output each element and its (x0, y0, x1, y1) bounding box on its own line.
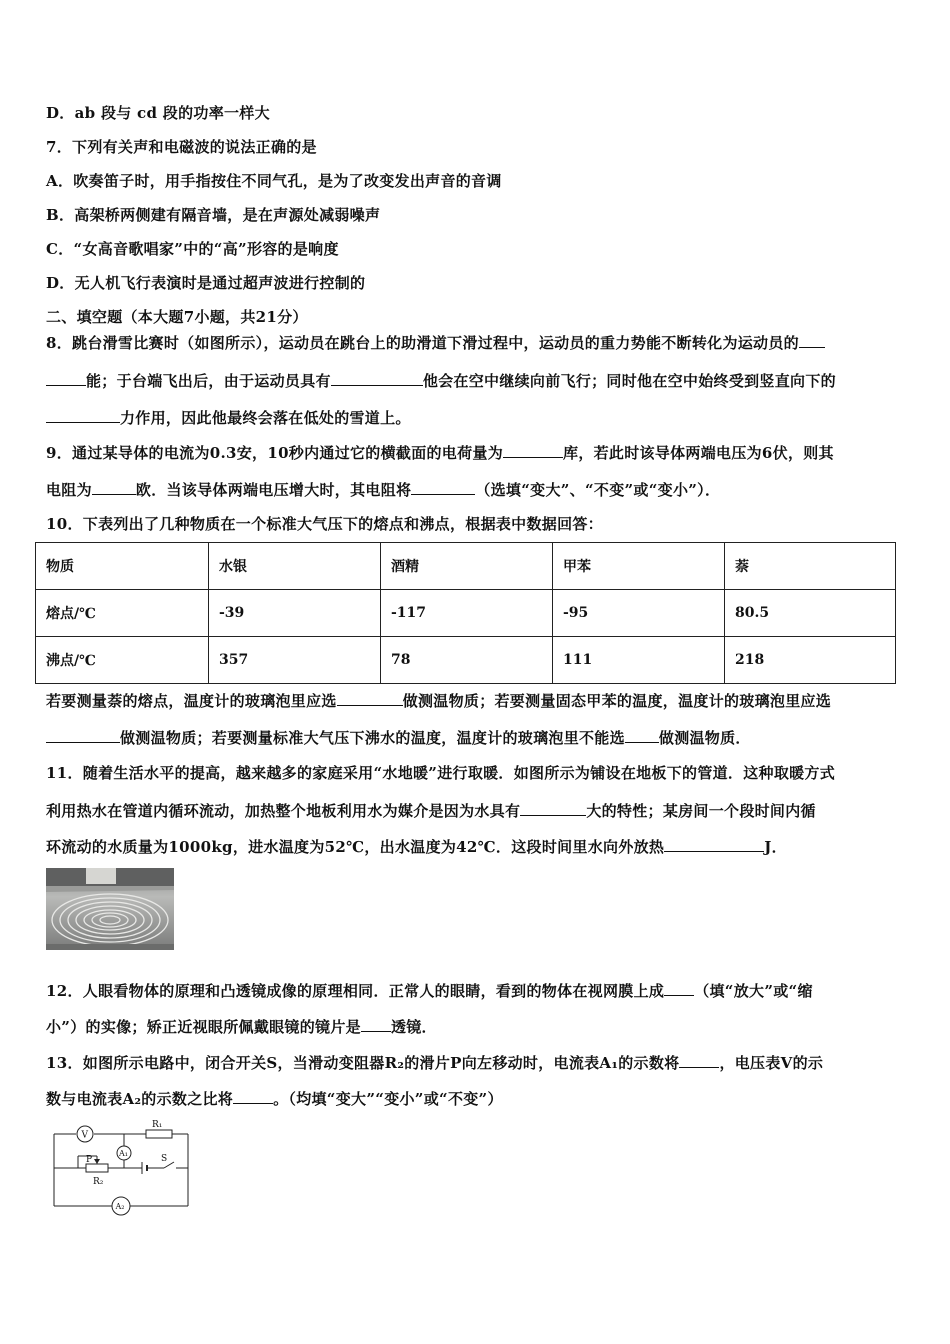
q11-text-2b: 大的特性；某房间一个段时间内循 (586, 802, 816, 820)
q10-stem: 10．下表列出了几种物质在一个标准大气压下的熔点和沸点，根据表中数据回答： (46, 515, 603, 533)
table-cell: -117 (381, 590, 553, 637)
q8-blank-1a[interactable] (799, 333, 825, 348)
q8-blank-2[interactable] (331, 371, 423, 386)
ammeter2-label: A₂ (115, 1202, 125, 1211)
q8-blank-3[interactable] (46, 408, 120, 423)
q8-text-3: 力作用，因此他最终会落在低处的雪道上。 (120, 409, 411, 427)
q9-text-2a: 电阻为 (46, 481, 92, 499)
table-cell: 218 (725, 637, 896, 684)
q11-line-3 (46, 836, 787, 857)
q13-blank-2[interactable] (233, 1089, 273, 1104)
q13-line-1 (46, 1052, 823, 1073)
q13-text-2a: 数与电流表A₂的示数之比将 (46, 1090, 234, 1108)
table-cell: 111 (553, 637, 725, 684)
q11-text-2a: 利用热水在管道内循环流动，加热整个地板利用水为媒介是因为水具有 (46, 802, 521, 820)
q12-blank-2[interactable] (361, 1017, 391, 1032)
q7-option-b: B．高架桥两侧建有隔音墙，是在声源处减弱噪声 (46, 206, 381, 224)
q7-stem: 7．下列有关声和电磁波的说法正确的是 (46, 138, 317, 156)
q8-line-3 (46, 407, 411, 428)
circuit-diagram (46, 1118, 196, 1222)
slider-label: P (86, 1155, 93, 1165)
q12-text-1a: 12．人眼看物体的原理和凸透镜成像的原理相同．正常人的眼睛，看到的物体在视网膜上成 (46, 982, 665, 1000)
floor-heating-photo (46, 868, 174, 950)
q11-line-2 (46, 800, 816, 821)
q10-line-1 (46, 690, 831, 711)
q7-option-c: C．“女高音歌唱家”中的“高”形容的是响度 (46, 240, 339, 258)
q12-text-2b: 透镜． (390, 1018, 437, 1036)
properties-table (35, 542, 896, 684)
q7-option-d: D．无人机飞行表演时是通过超声波进行控制的 (46, 274, 366, 292)
q9-line-2 (46, 479, 720, 500)
ammeter1-label: A₁ (119, 1149, 128, 1158)
q9-line-1 (46, 442, 834, 463)
q8-text-2b: 他会在空中继续向前飞行；同时他在空中始终受到竖直向下的 (422, 372, 836, 390)
q8-text-1: 8．跳台滑雪比赛时（如图所示），运动员在跳台上的助滑道下滑过程中，运动员的重力势能不断转化为运动员的 (46, 334, 799, 352)
table-row (36, 637, 896, 684)
q9-text-2c: （选填“变大”、“不变”或“变小”）． (475, 481, 721, 499)
section-title: 二、填空题（本大题7小题，共21分） (46, 308, 308, 326)
q9-text-1b: 库，若此时该导体两端电压为6伏，则其 (563, 444, 834, 462)
table-cell: 80.5 (725, 590, 896, 637)
r1-label: R₁ (152, 1120, 163, 1130)
q9-text-2b: 欧．当该导体两端电压增大时，其电阻将 (135, 481, 412, 499)
q10-text-1b: 做测温物质；若要测量固态甲苯的温度，温度计的玻璃泡里应选 (402, 692, 832, 710)
q9-text-1a: 9．通过某导体的电流为0.3安，10秒内通过它的横截面的电荷量为 (46, 444, 504, 462)
r2-label: R₂ (93, 1177, 104, 1187)
q12-blank-1[interactable] (664, 981, 694, 996)
q6-option-d: D．ab 段与 cd 段的功率一样大 (46, 104, 270, 122)
q10-text-1a: 若要测量萘的熔点，温度计的玻璃泡里应选 (46, 692, 337, 710)
table-cell: 水银 (209, 543, 381, 590)
q10-blank-1[interactable] (337, 691, 403, 706)
q9-blank-2[interactable] (92, 480, 136, 495)
q9-blank-1[interactable] (503, 443, 563, 458)
q10-text-2a: 做测温物质；若要测量标准大气压下沸水的温度，温度计的玻璃泡里不能选 (120, 729, 625, 747)
q12-line-1 (46, 980, 813, 1001)
q11-blank-2[interactable] (664, 837, 764, 852)
voltmeter-label: V (81, 1130, 88, 1141)
q13-text-1b: ，电压表V的示 (719, 1054, 824, 1072)
table-cell: -95 (553, 590, 725, 637)
table-row (36, 590, 896, 637)
table-cell: 物质 (36, 543, 209, 590)
q8-blank-1b[interactable] (46, 371, 86, 386)
q13-blank-1[interactable] (679, 1053, 719, 1068)
table-cell: 沸点/℃ (36, 637, 209, 684)
q10-line-2 (46, 727, 751, 748)
q12-text-2a: 小”）的实像；矫正近视眼所佩戴眼镜的镜片是 (46, 1018, 361, 1036)
q11-line-1: 11．随着生活水平的提高，越来越多的家庭采用“水地暖”进行取暖．如图所示为铺设在地板下的管道．这种取暖方式 (46, 764, 836, 782)
table-cell: 熔点/℃ (36, 590, 209, 637)
q7-option-a: A．吹奏笛子时，用手指按住不同气孔，是为了改变发出声音的音调 (46, 172, 502, 190)
q13-text-2b: 。（均填“变大”“变小”或“不变”） (273, 1090, 503, 1108)
table-cell: 酒精 (381, 543, 553, 590)
q12-text-1b: （填“放大”或“缩 (694, 982, 813, 1000)
q8-text-2a: 能；于台端飞出后，由于运动员具有 (86, 372, 331, 390)
table-cell: 357 (209, 637, 381, 684)
q11-blank-1[interactable] (520, 801, 586, 816)
table-cell: 萘 (725, 543, 896, 590)
q10-blank-2[interactable] (46, 728, 120, 743)
table-cell: -39 (209, 590, 381, 637)
q10-blank-3[interactable] (625, 728, 659, 743)
q11-text-3b: J． (764, 838, 787, 856)
q12-line-2 (46, 1016, 437, 1037)
q9-blank-3[interactable] (411, 480, 475, 495)
q11-text-3a: 环流动的水质量为1000kg，进水温度为52℃，出水温度为42℃．这段时间里水向外放热 (46, 838, 665, 856)
q8-line-1 (46, 332, 825, 353)
table-cell: 78 (381, 637, 553, 684)
q10-text-2b: 做测温物质． (658, 729, 751, 747)
table-header-row (36, 543, 896, 590)
switch-label: S (161, 1154, 168, 1164)
q8-line-2 (46, 370, 836, 391)
table-cell: 甲苯 (553, 543, 725, 590)
q13-line-2 (46, 1088, 503, 1109)
q13-text-1a: 13．如图所示电路中，闭合开关S，当滑动变阻器R₂的滑片P向左移动时，电流表A₁的示数将 (46, 1054, 680, 1072)
